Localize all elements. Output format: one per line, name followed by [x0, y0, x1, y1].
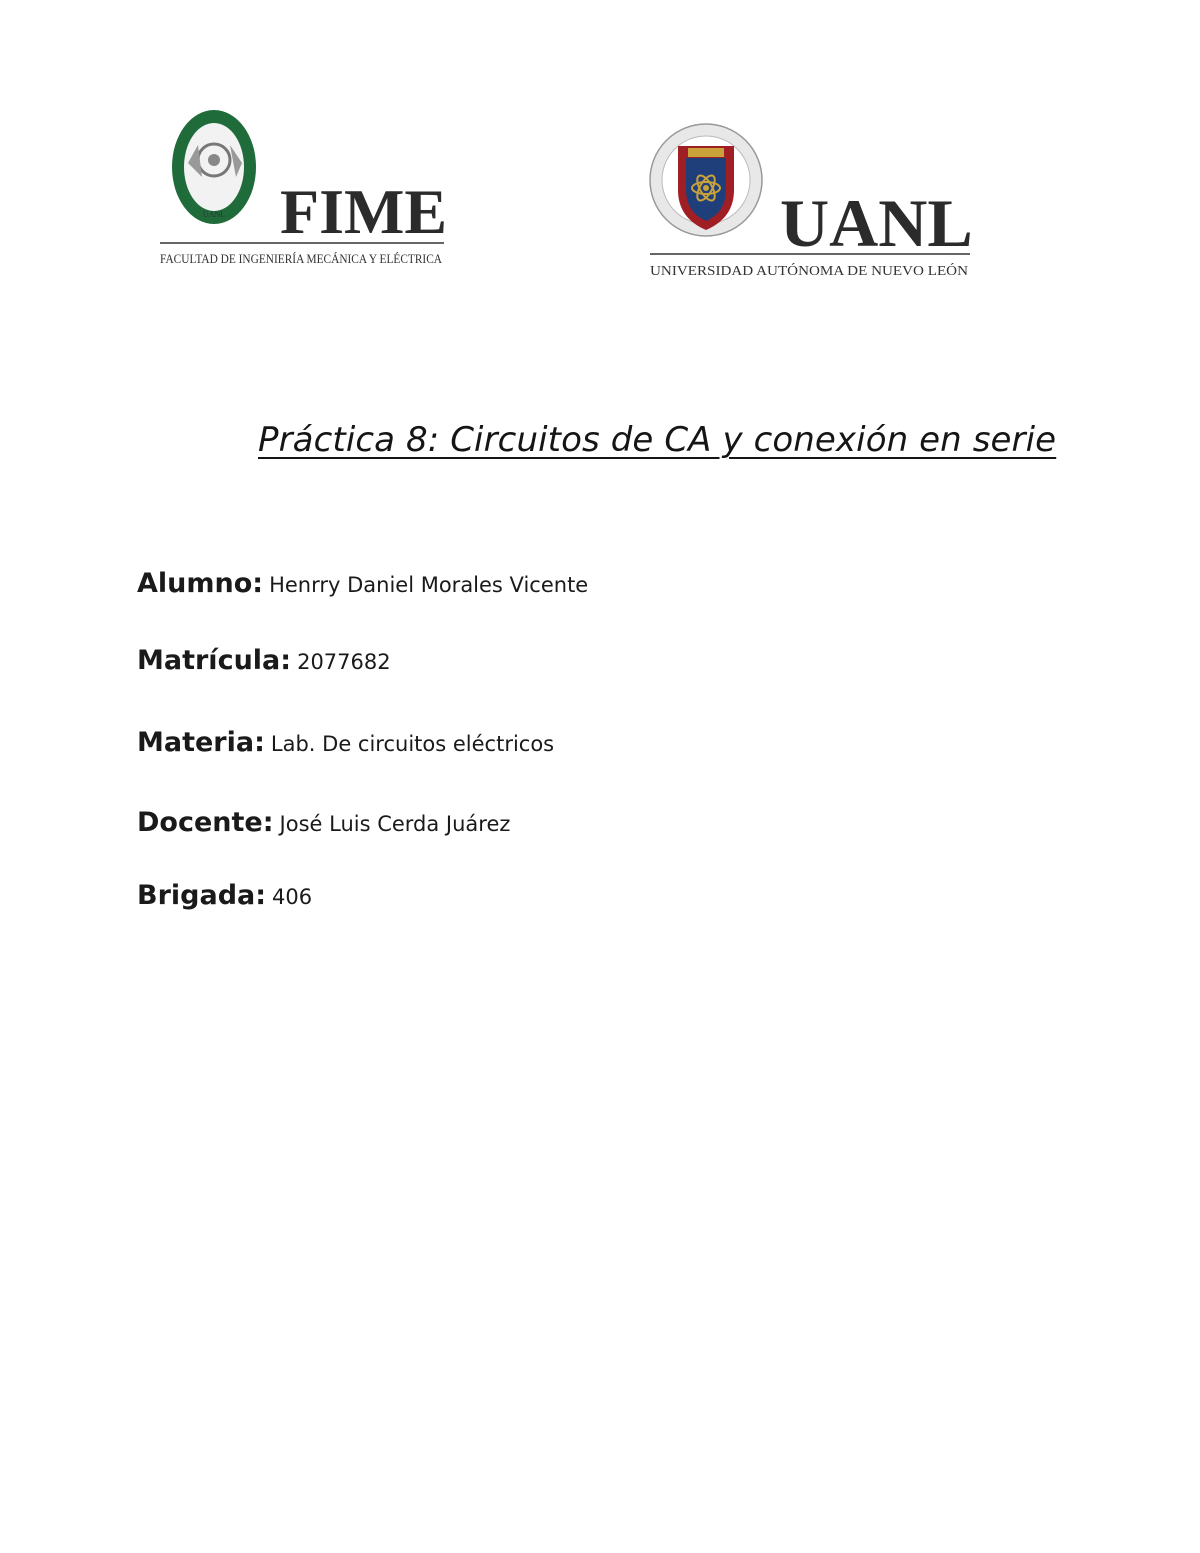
field-matricula — [137, 645, 391, 676]
uanl-logo — [648, 118, 988, 288]
atom-core — [703, 185, 709, 191]
materia-label: Materia: — [137, 727, 265, 758]
matricula-label: Matrícula: — [137, 645, 292, 676]
alumno-label: Alumno: — [137, 568, 264, 599]
field-alumno — [137, 568, 588, 599]
page-title: Práctica 8: Circuitos de CA y conexión en serie — [258, 420, 1057, 460]
docente-value: José Luis Cerda Juárez — [279, 812, 511, 836]
fime-logo — [158, 105, 448, 270]
uanl-subtitle: UNIVERSIDAD AUTÓNOMA DE NUEVO LEÓN — [650, 264, 945, 279]
field-brigada — [137, 880, 312, 911]
brigada-value: 406 — [272, 885, 313, 909]
brigada-label: Brigada: — [137, 880, 267, 911]
alumno-value: Henrry Daniel Morales Vicente — [269, 573, 589, 597]
fime-subtitle: FACULTAD DE INGENIERÍA MECÁNICA Y ELÉCTRICA — [160, 252, 442, 266]
field-materia — [137, 727, 554, 758]
gear-hub — [208, 154, 220, 166]
fime-seal-text: UANL — [202, 210, 226, 219]
materia-value: Lab. De circuitos eléctricos — [270, 732, 555, 756]
uanl-shield-banner — [688, 148, 724, 157]
field-docente — [137, 807, 510, 838]
uanl-wordmark: UANL — [780, 185, 973, 261]
docente-label: Docente: — [137, 807, 274, 838]
fime-wordmark: FIME — [280, 176, 448, 247]
matricula-value: 2077682 — [297, 650, 391, 674]
